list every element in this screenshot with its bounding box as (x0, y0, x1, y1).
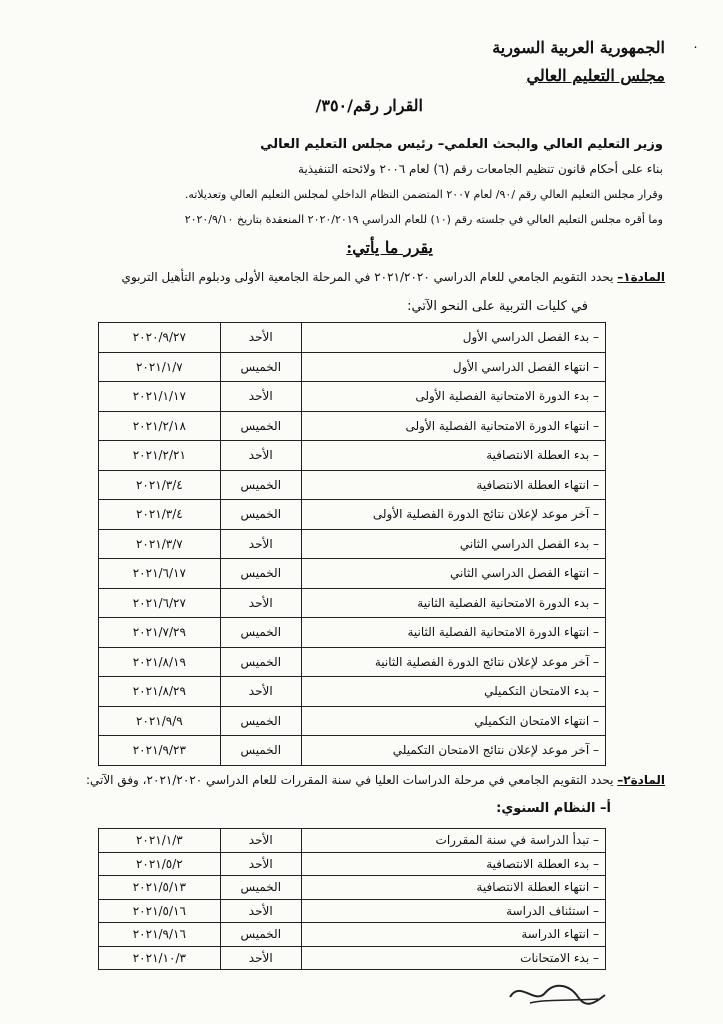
table-row (99, 923, 606, 947)
date-cell: ٢٠٢١/١/٧ (99, 352, 221, 382)
date-cell: ٢٠٢١/٩/٢٣ (99, 736, 221, 766)
event-cell: – انتهاء العطلة الانتصافية (301, 470, 605, 500)
article1-calendar-table (98, 322, 606, 766)
day-cell: الخميس (220, 706, 301, 736)
event-cell: – انتهاء الفصل الدراسي الأول (301, 352, 605, 382)
decides-heading: يقرر ما يأتي: (346, 238, 433, 257)
day-cell: الخميس (220, 876, 301, 900)
day-cell: الأحد (220, 899, 301, 923)
date-cell: ٢٠٢١/٢/١٨ (99, 411, 221, 441)
date-cell: ٢٠٢١/٦/٢٧ (99, 588, 221, 618)
day-cell: الأحد (220, 677, 301, 707)
date-cell: ٢٠٢١/٣/٧ (99, 529, 221, 559)
preamble-line-2: وقرار مجلس التعليم العالي رقم /٩٠/ لعام ٢٠٠٧ المتضمن النظام الداخلي لمجلس التعليم العالي وتعديلاته. (184, 188, 663, 201)
event-cell: – انتهاء الامتحان التكميلي (301, 706, 605, 736)
event-cell: – بدء الدورة الامتحانية الفصلية الأولى (301, 382, 605, 412)
event-cell: – آخر موعد لإعلان نتائج الدورة الفصلية الأولى (301, 500, 605, 530)
article2-body: يحدد التقويم الجامعي في مرحلة الدراسات العليا في سنة المقررات للعام الدراسي ٢٠٢١/٢٠٢٠، وفق الآتي: (85, 773, 614, 787)
day-cell: الخميس (220, 470, 301, 500)
event-cell: – بدء الفصل الدراسي الثاني (301, 529, 605, 559)
date-cell: ٢٠٢١/٨/١٩ (99, 647, 221, 677)
day-cell: الأحد (220, 529, 301, 559)
day-cell: الأحد (220, 829, 301, 853)
article2-calendar-table (98, 828, 606, 970)
event-cell: – انتهاء الفصل الدراسي الثاني (301, 559, 605, 589)
article1-text-2: في كليات التربية على النحو الآتي: (407, 299, 588, 314)
day-cell: الخميس (220, 923, 301, 947)
table-row (99, 618, 606, 648)
table-row (99, 352, 606, 382)
table-row (99, 411, 606, 441)
article1-text (122, 270, 665, 284)
republic-heading: الجمهورية العربية السورية (492, 38, 665, 57)
table-row (99, 706, 606, 736)
table-row (99, 470, 606, 500)
table-row (99, 876, 606, 900)
day-cell: الخميس (220, 618, 301, 648)
table-row (99, 323, 606, 353)
event-cell: – بدء الفصل الدراسي الأول (301, 323, 605, 353)
date-cell: ٢٠٢١/٥/١٦ (99, 899, 221, 923)
date-cell: ٢٠٢١/٩/٩ (99, 706, 221, 736)
table-row (99, 647, 606, 677)
date-cell: ٢٠٢١/٢/٢١ (99, 441, 221, 471)
section-a-heading: أ– النظام السنوي: (496, 801, 611, 816)
date-cell: ٢٠٢١/٩/١٦ (99, 923, 221, 947)
event-cell: – انتهاء الدورة الامتحانية الفصلية الثانية (301, 618, 605, 648)
day-cell: الخميس (220, 559, 301, 589)
event-cell: – انتهاء العطلة الانتصافية (301, 876, 605, 900)
date-cell: ٢٠٢١/٨/٢٩ (99, 677, 221, 707)
day-cell: الخميس (220, 352, 301, 382)
preamble-line-1: بناء على أحكام قانون تنظيم الجامعات رقم (٦) لعام ٢٠٠٦ ولائحته التنفيذية (298, 162, 663, 176)
table-row (99, 529, 606, 559)
event-cell: – بدء العطلة الانتصافية (301, 441, 605, 471)
date-cell: ٢٠٢٠/٩/٢٧ (99, 323, 221, 353)
page-number: ٠ (692, 40, 699, 55)
day-cell: الخميس (220, 736, 301, 766)
event-cell: – بدء العطلة الانتصافية (301, 852, 605, 876)
table-row (99, 382, 606, 412)
table-row (99, 899, 606, 923)
event-cell: – بدء الامتحانات (301, 946, 605, 970)
date-cell: ٢٠٢١/٧/٢٩ (99, 618, 221, 648)
date-cell: ٢٠٢١/٣/٤ (99, 500, 221, 530)
date-cell: ٢٠٢١/٣/٤ (99, 470, 221, 500)
day-cell: الخميس (220, 500, 301, 530)
date-cell: ٢٠٢١/٥/١٣ (99, 876, 221, 900)
event-cell: – استئناف الدراسة (301, 899, 605, 923)
article1-body: يحدد التقويم الجامعي للعام الدراسي ٢٠٢١/٢٠٢٠ في المرحلة الجامعية الأولى ودبلوم التأهيل التربوي (121, 270, 614, 284)
event-cell: – تبدأ الدراسة في سنة المقررات (301, 829, 605, 853)
article1-label: المادة١– (617, 270, 665, 284)
table-row (99, 441, 606, 471)
day-cell: الأحد (220, 852, 301, 876)
day-cell: الأحد (220, 382, 301, 412)
date-cell: ٢٠٢١/١٠/٣ (99, 946, 221, 970)
decision-number: القرار رقم/٣٥٠/ (315, 96, 423, 115)
date-cell: ٢٠٢١/٥/٢ (99, 852, 221, 876)
event-cell: – بدء الدورة الامتحانية الفصلية الثانية (301, 588, 605, 618)
event-cell: – آخر موعد لإعلان نتائج الدورة الفصلية الثانية (301, 647, 605, 677)
date-cell: ٢٠٢١/١/٣ (99, 829, 221, 853)
event-cell: – بدء الامتحان التكميلي (301, 677, 605, 707)
day-cell: الأحد (220, 323, 301, 353)
preamble-line-3: وما أقره مجلس التعليم العالي في جلسته رقم (١٠) للعام الدراسي ٢٠٢٠/٢٠١٩ المنعقدة بتاريخ ٢٠٢٠/٩/١٠ (184, 213, 663, 226)
issuer-line: وزير التعليم العالي والبحث العلمي– رئيس مجلس التعليم العالي (260, 137, 663, 152)
council-heading: مجلس التعليم العالي (526, 66, 665, 85)
table-row (99, 946, 606, 970)
table-row (99, 736, 606, 766)
day-cell: الخميس (220, 411, 301, 441)
event-cell: – انتهاء الدورة الامتحانية الفصلية الأولى (301, 411, 605, 441)
table-row (99, 829, 606, 853)
article2-text (86, 773, 665, 787)
event-cell: – آخر موعد لإعلان نتائج الامتحان التكميلي (301, 736, 605, 766)
table-row (99, 852, 606, 876)
date-cell: ٢٠٢١/٦/١٧ (99, 559, 221, 589)
table-row (99, 500, 606, 530)
day-cell: الأحد (220, 441, 301, 471)
day-cell: الأحد (220, 588, 301, 618)
table-row (99, 559, 606, 589)
signature-scribble (500, 975, 610, 1015)
table-row (99, 677, 606, 707)
day-cell: الأحد (220, 946, 301, 970)
article2-label: المادة٢– (617, 773, 665, 787)
table-row (99, 588, 606, 618)
date-cell: ٢٠٢١/١/١٧ (99, 382, 221, 412)
event-cell: – انتهاء الدراسة (301, 923, 605, 947)
day-cell: الخميس (220, 647, 301, 677)
